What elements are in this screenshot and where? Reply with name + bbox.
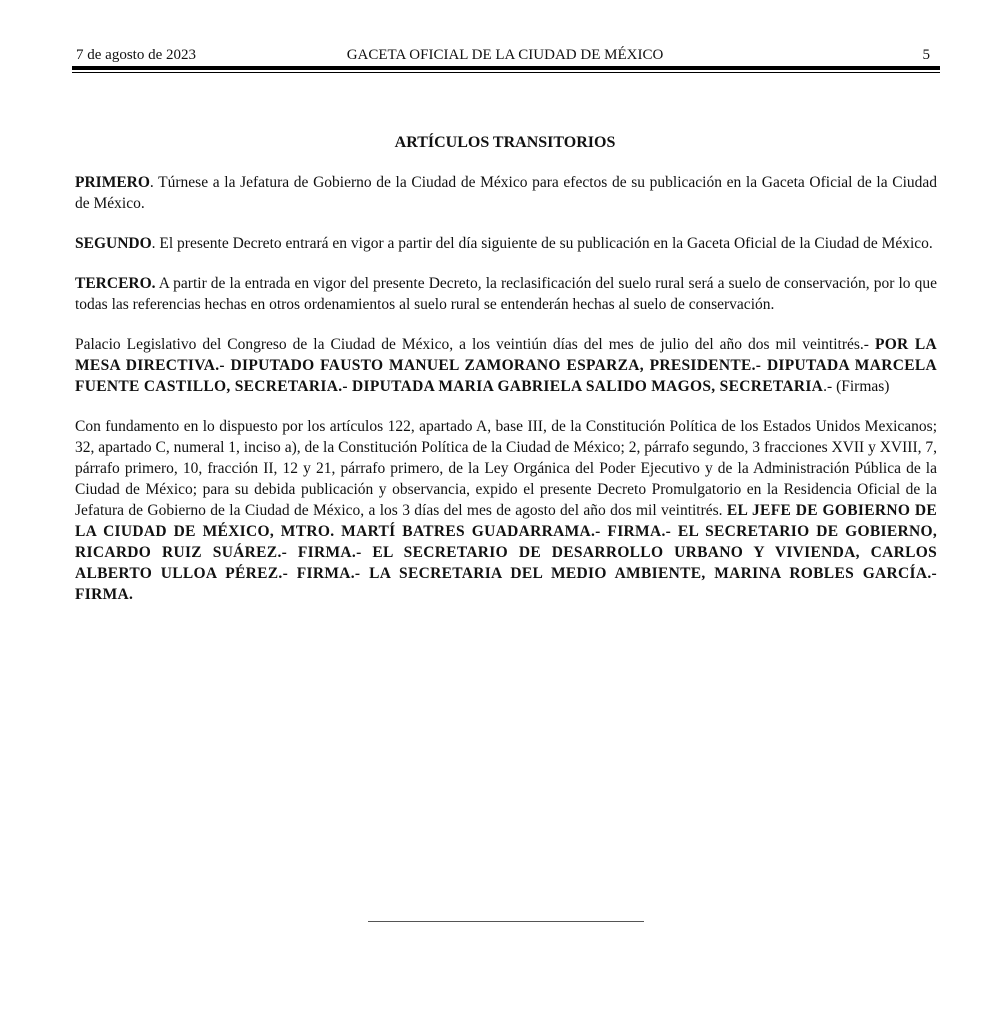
- section-title: ARTÍCULOS TRANSITORIOS: [394, 134, 616, 151]
- article-text: A partir de la entrada en vigor del presente Decreto, la reclasificación del suelo rural será a suelo de conservación, por lo que todas las referencias hechas en otros ordenamientos al suelo rural se entenderán hechas al suelo de conservación.: [75, 275, 937, 313]
- article-segundo: [75, 233, 937, 254]
- promulgation-signatories: EL JEFE DE GOBIERNO DE LA CIUDAD DE MÉXICO, MTRO. MARTÍ BATRES GUADARRAMA.- FIRMA.- EL SECRETARIO DE GOBIERNO, RICARDO RUIZ SUÁREZ.- FIRMA.- EL SECRETARIO DE DESARROLLO URBANO Y VIVIENDA, CARLOS ALBERTO ULLOA PÉREZ.- FIRMA.- LA SECRETARIA DEL MEDIO AMBIENTE, MARINA ROBLES GARCÍA.- FIRMA.: [75, 502, 937, 603]
- document-body: [75, 172, 937, 624]
- header-page-number: 5: [922, 47, 930, 63]
- article-primero: [75, 172, 937, 214]
- article-label: TERCERO.: [75, 275, 156, 292]
- closing-separator-line: [368, 921, 644, 922]
- article-label: PRIMERO: [75, 174, 150, 191]
- header-publication-title: GACETA OFICIAL DE LA CIUDAD DE MÉXICO: [346, 47, 664, 63]
- article-label: SEGUNDO: [75, 235, 152, 252]
- article-text: . Túrnese a la Jefatura de Gobierno de la Ciudad de México para efectos de su publicación en la Gaceta Oficial de la Ciudad de México.: [75, 174, 937, 212]
- page-header: [72, 44, 938, 66]
- legislative-signatories: POR LA MESA DIRECTIVA.- DIPUTADO FAUSTO MANUEL ZAMORANO ESPARZA, PRESIDENTE.- DIPUTADA MARCELA FUENTE CASTILLO, SECRETARIA.- DIPUTADA MARIA GABRIELA SALIDO MAGOS, SECRETARIA: [75, 336, 937, 395]
- header-rule-thick: [72, 66, 940, 70]
- legislative-close-suffix: .- (Firmas): [823, 378, 890, 395]
- header-rule-thin: [72, 72, 940, 73]
- legislative-close: [75, 334, 937, 397]
- article-tercero: [75, 273, 937, 315]
- promulgation: [75, 416, 937, 605]
- article-text: . El presente Decreto entrará en vigor a partir del día siguiente de su publicación en la Gaceta Oficial de la Ciudad de México.: [151, 235, 933, 252]
- header-date: 7 de agosto de 2023: [76, 47, 196, 63]
- legislative-close-text: Palacio Legislativo del Congreso de la Ciudad de México, a los veintiún días del mes de julio del año dos mil veintitrés.-: [75, 336, 875, 353]
- promulgation-text: Con fundamento en lo dispuesto por los artículos 122, apartado A, base III, de la Constitución Política de los Estados Unidos Mexicanos; 32, apartado C, numeral 1, inciso a), de la Constitución Política de la Ciudad de México; 2, párrafo segundo, 3 fracciones XVII y XVIII, 7, párrafo primero, 10, fracción II, 12 y 21, párrafo primero, de la Ley Orgánica del Poder Ejecutivo y de la Administración Pública de la Ciudad de México; para su debida publicación y observancia, expido el presente Decreto Promulgatorio en la Residencia Oficial de la Jefatura de Gobierno de la Ciudad de México, a los 3 días del mes de agosto del año dos mil veintitrés.: [75, 418, 937, 519]
